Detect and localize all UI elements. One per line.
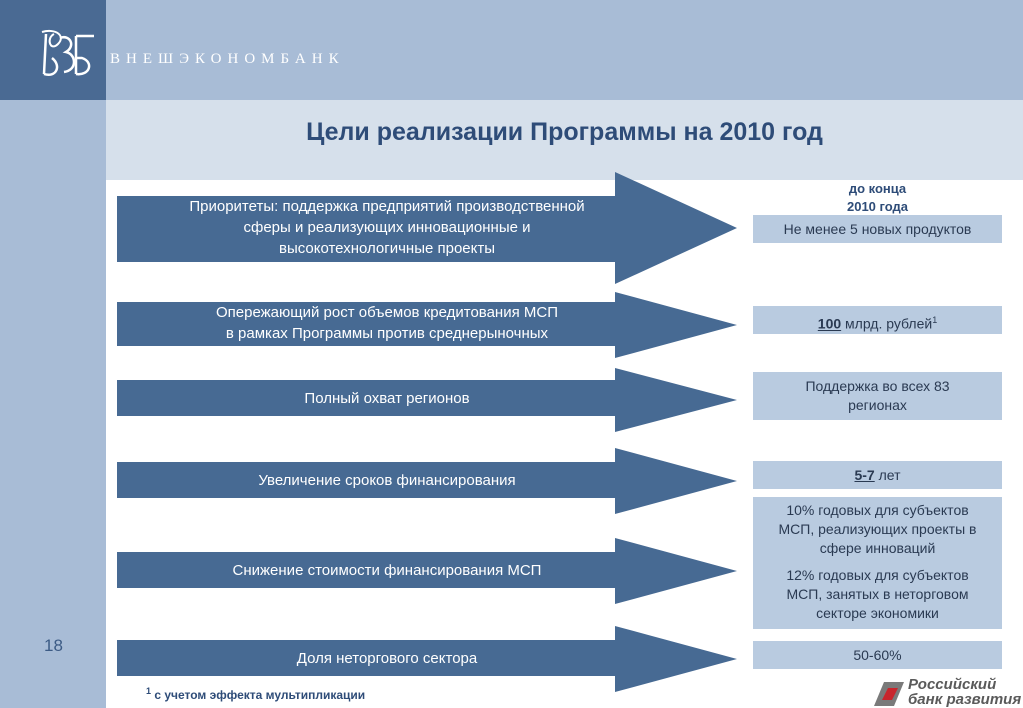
result-text: 12% годовых для субъектов — [786, 567, 969, 583]
label-line: Приоритеты: поддержка предприятий производственной — [189, 198, 585, 215]
result-text: регионах — [848, 397, 907, 413]
result-value: 100 — [817, 315, 842, 332]
spacer — [753, 558, 1002, 566]
result-text: секторе экономики — [816, 605, 939, 621]
label-line: сферы и реализующих инновационные и — [243, 219, 531, 236]
label-line: Увеличение сроков финансирования — [258, 472, 516, 489]
result-box-4 — [753, 461, 1002, 489]
label-line: Снижение стоимости финансирования МСП — [232, 562, 542, 579]
footnote-ref: 1 — [932, 315, 938, 325]
veb-logo-icon — [36, 26, 100, 82]
result-box-6 — [753, 641, 1002, 669]
label-line: в рамках Программы против среднерыночных — [225, 325, 549, 342]
goal-arrow-2-label — [127, 302, 647, 344]
label-line: Полный охват регионов — [304, 390, 470, 407]
result-text: 10% годовых для субъектов — [786, 502, 969, 518]
result-text: 50-60% — [853, 647, 902, 663]
label-line: высокотехнологичные проекты — [278, 240, 496, 257]
partner-logo-line1: Российский — [908, 676, 997, 693]
result-text: Поддержка во всех 83 — [805, 378, 950, 394]
column-header-line2: 2010 года — [846, 199, 909, 214]
column-header-line1: до конца — [848, 181, 907, 196]
result-text: МСП, реализующих проекты в — [778, 521, 977, 537]
result-box-1 — [753, 215, 1002, 243]
column-header — [753, 180, 1002, 216]
result-text: Не менее 5 новых продуктов — [783, 221, 972, 237]
footnote-marker: 1 — [146, 686, 152, 696]
label-line: Опережающий рост объемов кредитования МСП — [215, 304, 558, 321]
goal-arrow-3-label — [127, 388, 647, 409]
rbr-logo-icon — [870, 678, 906, 708]
goal-arrow-5-label — [127, 560, 647, 581]
result-unit: млрд. рублей — [841, 315, 933, 332]
result-unit: лет — [874, 467, 901, 483]
result-box-2 — [753, 306, 1002, 334]
result-box-3 — [753, 372, 1002, 420]
result-text: сфере инноваций — [819, 540, 936, 556]
logo-block — [0, 0, 106, 100]
footnote-text: с учетом эффекта мультипликации — [151, 688, 366, 702]
left-strip — [0, 100, 106, 708]
goal-arrow-1-label — [127, 196, 647, 259]
label-line: Доля неторгового сектора — [296, 650, 478, 667]
footnote — [146, 686, 365, 702]
partner-logo-line2: банк развития — [908, 691, 1022, 708]
result-box-5 — [753, 497, 1002, 629]
result-text: МСП, занятых в неторговом — [786, 586, 969, 602]
page-number: 18 — [44, 636, 63, 655]
goal-arrow-6-label — [127, 648, 647, 669]
goal-arrow-4-label — [127, 470, 647, 491]
bank-name: ВНЕШЭКОНОМБАНК — [110, 51, 345, 67]
page-title: Цели реализации Программы на 2010 год — [306, 118, 823, 146]
partner-logo — [868, 676, 1023, 708]
result-value: 5-7 — [854, 467, 875, 483]
